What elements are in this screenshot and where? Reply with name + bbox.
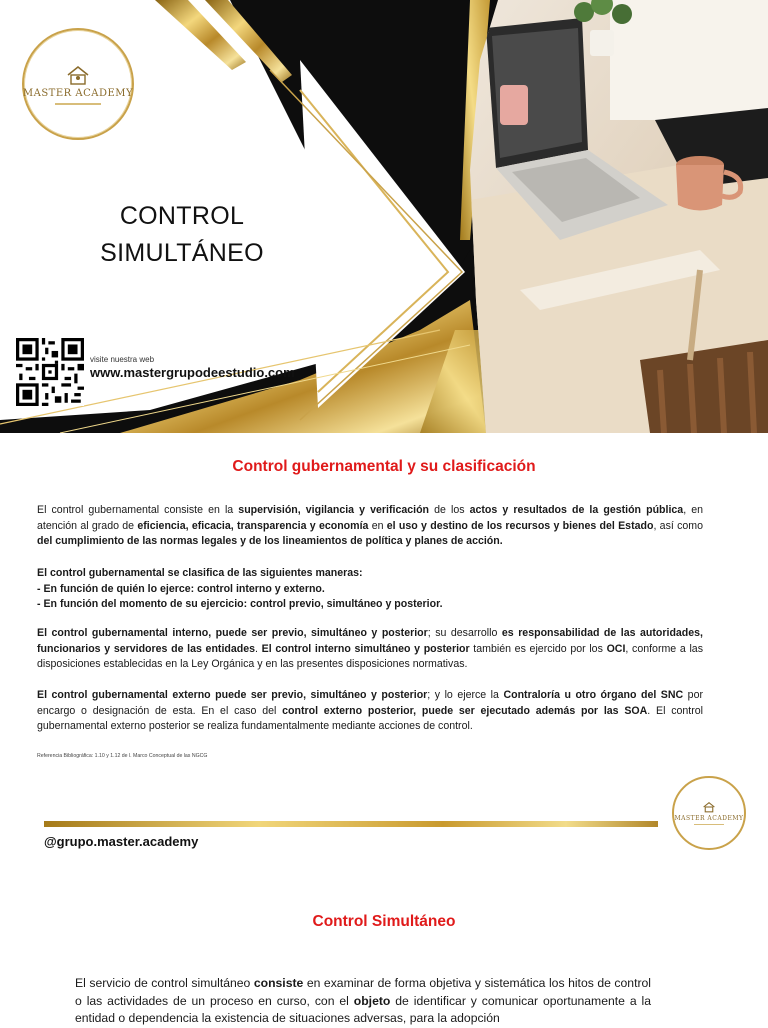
house-icon bbox=[65, 64, 91, 86]
paragraph-external-control: El control gubernamental externo puede ser previo, simultáneo y posterior; y lo ejerce la Contraloría u otro órgano del SNC por encargo o designación de esta. En el caso del control externo posterior, puede ser ejecutado además por las SOA. El control gubernamental externo posterior se realiza fundamentalmente mediante acciones de control. bbox=[37, 689, 703, 733]
logo-divider bbox=[694, 824, 724, 825]
cover-title-line1: CONTROL bbox=[119, 202, 245, 230]
social-handle[interactable]: @grupo.master.academy bbox=[44, 834, 199, 849]
bibliographic-reference: Referencia Bibliográfica: 1.10 y 1.12 de l. Marco Conceptual de las NGCG bbox=[37, 753, 208, 759]
website-link[interactable]: www.mastergrupodeestudio.com bbox=[90, 365, 295, 380]
logo-divider bbox=[55, 103, 101, 105]
section-title-control-gubernamental: Control gubernamental y su clasificación bbox=[232, 458, 536, 475]
academy-logo bbox=[22, 28, 134, 140]
section-title-control-simultaneo: Control Simultáneo bbox=[312, 913, 456, 930]
cover-title-line2: SIMULTÁNEO bbox=[100, 239, 264, 267]
classification-item: - En función del momento de su ejercicio: control previo, simultáneo y posterior. bbox=[37, 598, 443, 611]
paragraph-definition: El control gubernamental consiste en la supervisión, vigilancia y verificación de los actos y resultados de la gestión pública, en atención al grado de eficiencia, eficacia, transparencia y economía en el uso y destino de los recursos y bienes del Estado, así como del cumplimiento de las normas legales y de los lineamientos de política y planes de acción. bbox=[37, 504, 704, 548]
logo-text: MASTER ACADEMY bbox=[674, 815, 744, 822]
visit-website-label: visite nuestra web bbox=[90, 355, 155, 364]
house-icon bbox=[702, 801, 716, 813]
logo-text: MASTER ACADEMY bbox=[22, 87, 134, 99]
qr-code[interactable] bbox=[16, 338, 84, 406]
classification-heading: El control gubernamental se clasifica de las siguientes maneras: bbox=[37, 567, 363, 579]
paragraph-control-simultaneo: El servicio de control simultáneo consiste en examinar de forma objetiva y sistemática los hitos de control o las actividades de un proceso en curso, con el objeto de identificar y comunicar oportunamente a la entidad o dependencia la existencia de situaciones adversas, para la adopción bbox=[75, 976, 652, 1026]
gold-divider-bar bbox=[44, 821, 658, 827]
cover-banner bbox=[0, 0, 768, 433]
classification-item: - En función de quién lo ejerce: control interno y externo. bbox=[37, 582, 325, 595]
paragraph-internal-control: El control gubernamental interno, puede ser previo, simultáneo y posterior; su desarrollo es responsabilidad de las autoridades, funcionarios y servidores de las entidades. El control interno simultáneo y posterior también es ejercido por los OCI, conforme a las disposiciones establecidas en la Ley Orgánica y en las presentes disposiciones normativas. bbox=[37, 627, 704, 671]
cover-title bbox=[62, 198, 302, 272]
academy-logo-footer bbox=[672, 776, 746, 850]
paragraph-classification bbox=[37, 566, 703, 613]
